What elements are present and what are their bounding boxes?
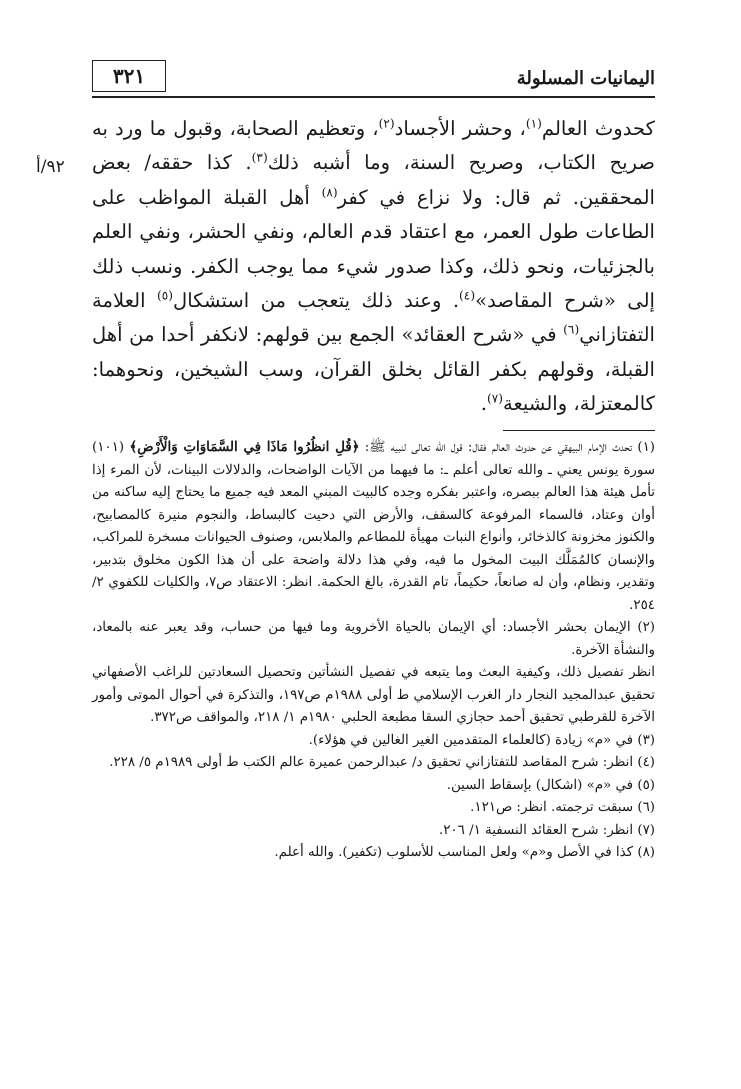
- page-header: [92, 60, 655, 100]
- footnote-text: (١٠١) سورة يونس يعني ـ والله تعالى أعلم ـ: ما فيهما من الآيات الواضحات، والدلالات البينات، لأن المرء إذا تأمل هيئة هذا العالم ببصره، واعتبر بفكره وجده كالبيت المبني المعد فيه جميع ما يحتاج إليه ساكنه من أوان وعتاد، فالسماء المرفوعة كالسقف، والأرض التي دحيت كالبساط، والنجوم منيرة كالمصابيح، والكنوز مخزونة كالذخائر، وأنواع النبات مهيأة للمطاعم والملابس، وصنوف الحيوانات مسخرة للمراكب، والإنسان كالمُمَلَّك البيت المخول ما فيه، وفي هذا دلالة واضحة على أن هذا الكون مخلوق بتدبير، وتقدير، ونظام، وأن له صانعاً، حكيماً، تام القدرة، بالغ الحكمة. انظر: الاعتقاد ص٧، والكليات للكفوي ٢/ ٢٥٤.: [92, 440, 655, 613]
- footnote-number: (٦): [637, 800, 655, 815]
- manuscript-folio-marker: ٩٢/أ: [36, 157, 65, 177]
- footnote-1: [92, 436, 655, 617]
- footnote-number: (٨): [637, 845, 655, 860]
- footnotes: [92, 436, 655, 865]
- footnote-text: انظر: شرح المقاصد للتفتازاني تحقيق د/ عبدالرحمن عميرة عالم الكتب ط أولى ١٩٨٩م ٥/ ٢٢٨.: [109, 755, 638, 770]
- footnote-ref: (٧): [486, 391, 503, 406]
- page-number: ٣٢١: [92, 60, 166, 92]
- footnote-text: في «م» زيادة (كالعلماء المتقدمين الغير الغالين في هؤلاء).: [308, 732, 638, 748]
- footnote-text: انظر: شرح العقائد النسفية ١/ ٢٠٦.: [438, 822, 638, 838]
- footnote-number: (٢): [637, 620, 655, 635]
- footnote-ref: (٣): [251, 150, 268, 165]
- footnote-8: [92, 842, 655, 865]
- header-rule: [92, 96, 655, 98]
- main-body-text: [92, 112, 655, 422]
- footnote-7: [92, 820, 655, 843]
- footnote-3: [92, 730, 655, 753]
- footnote-text: الإيمان بحشر الأجساد: أي الإيمان بالحياة الأخروية وما فيها من حساب، وقد يعبر عنه بالمعاد، والنشأة الآخرة.: [92, 620, 655, 658]
- footnote-number: (٧): [637, 822, 655, 838]
- footnote-number: (٣): [637, 732, 655, 748]
- footnote-ref: (١): [525, 116, 542, 131]
- text-run: في «شرح العقائد» الجمع بين قولهم: لانكفر أحدا من أهل القبلة، وقولهم بكفر القائل بخلق القرآن، وسب الشيخين، ونحوهما: كالمعتزلة، والشيعة: [92, 323, 655, 416]
- footnote-text: سبقت ترجمته. انظر: ص١٢١.: [470, 800, 638, 815]
- footnote-2: [92, 617, 655, 662]
- footnote-6: [92, 797, 655, 820]
- text-run: أهل القبلة المواظب على الطاعات طول العمر، مع اعتقاد قدم العالم، ونفي الحشر، ونفي العلم بالجزئيات، ونحو ذلك، وكذا صدور شيء مما يوجب الكفر. ونسب ذلك إلى «شرح المقاصد»: [92, 185, 655, 313]
- text-run: العلامة التفتازاني: [92, 289, 655, 347]
- footnote-number: (١): [637, 440, 655, 455]
- footnote-ref: (٤): [459, 288, 476, 303]
- footnote-text: في «م» (اشكال) بإسقاط السين.: [446, 777, 638, 793]
- footnote-4: [92, 752, 655, 775]
- quran-verse: ﴿قُلِ انظُرُوا مَاذَا فِي السَّمَاوَاتِ وَالْأَرْضِ﴾: [129, 439, 360, 455]
- text-run: .: [480, 392, 487, 416]
- running-title: اليمانيات المسلولة: [516, 68, 655, 89]
- main-paragraph: [92, 112, 655, 422]
- footnote-ref: (٢): [378, 116, 395, 131]
- footnote-number: (٥): [637, 777, 655, 793]
- footnote-text: كذا في الأصل و«م» ولعل المناسب للأسلوب (تكفير). والله أعلم.: [274, 845, 638, 860]
- text-run: . كذا حققه/ بعض المحققين. ثم قال: ولا نزاع في كفر: [92, 151, 655, 209]
- footnote-ref: (٨): [321, 185, 338, 200]
- text-run: ، وتعظيم الصحابة، وقبول ما ورد به صريح الكتاب، وصريح السنة، وما أشبه ذلك: [92, 117, 656, 175]
- footnote-ref: (٥): [156, 288, 173, 303]
- footnote-text: تحدث الإمام البيهقي عن حدوث العالم فقال: قول الله تعالى لنبيه ﷺ:: [359, 440, 638, 455]
- text-run: كحدوث العالم: [541, 117, 655, 140]
- text-run: ، وحشر الأجساد: [394, 117, 526, 140]
- footnote-5: [92, 775, 655, 798]
- text-run: . وعند ذلك يتعجب من استشكال: [172, 289, 460, 313]
- footnote-number: (٤): [637, 755, 655, 770]
- footnote-ref: (٦): [563, 322, 580, 337]
- footnote-separator: [503, 430, 655, 431]
- footnote-2-continuation: انظر تفصيل ذلك، وكيفية البعث وما يتبعه في تفصيل النشأتين وتحصيل السعادتين للراغب الأصفهاني تحقيق عبدالمجيد النجار دار الغرب الإسلامي ط أولى ١٩٨٨م ص١٩٧، والتذكرة في أحوال الموتى وأمور الآخرة للقرطبي تحقيق أحمد حجازي السقا مطبعة الحلبي ١٩٨٠م ١/ ٢١٨، والمواقف ص٣٧٢.: [92, 665, 655, 725]
